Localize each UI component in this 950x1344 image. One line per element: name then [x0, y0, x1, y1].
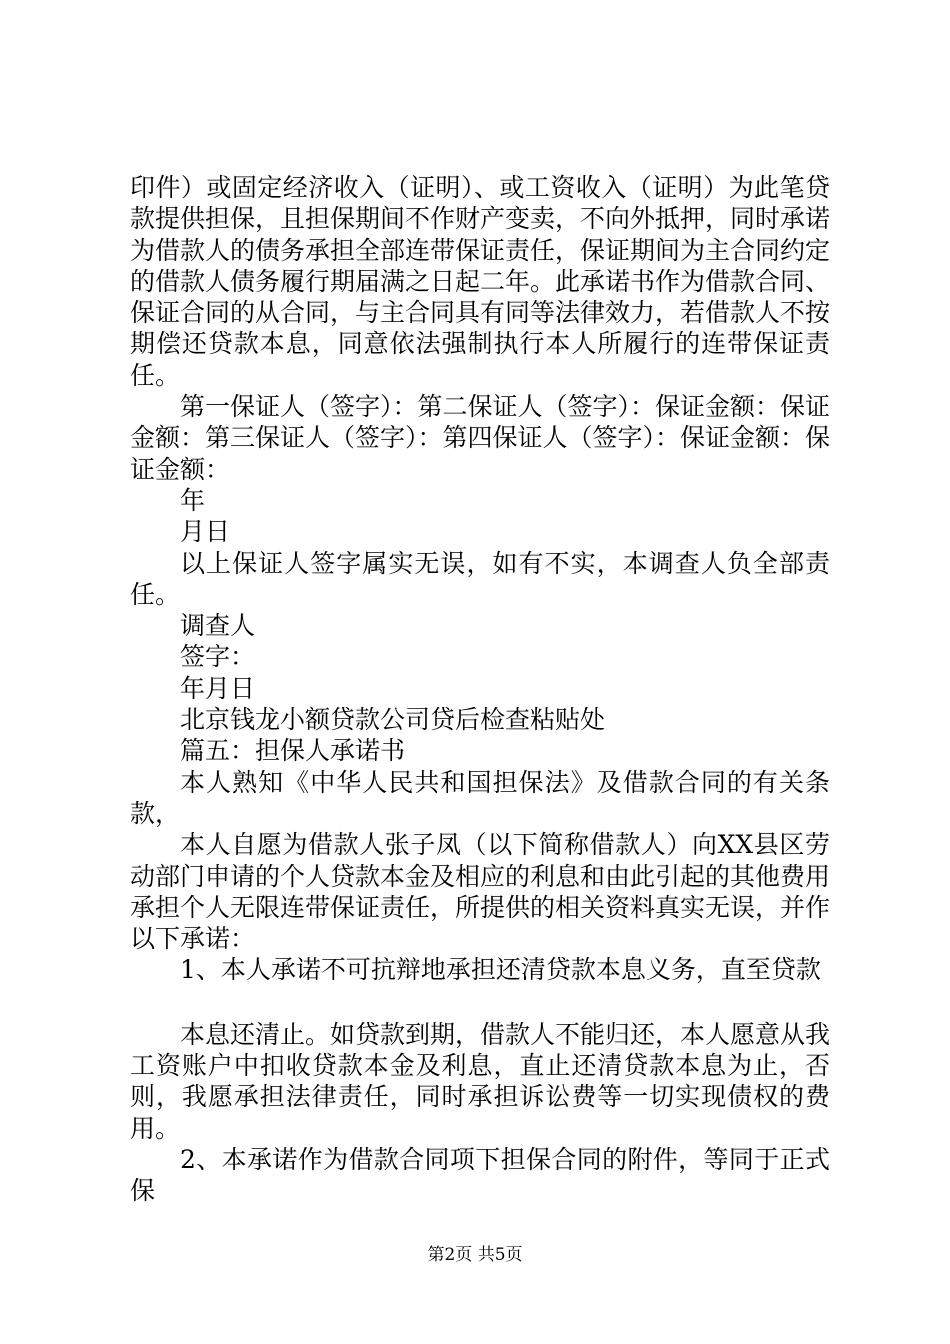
paragraph-signature: 签字：	[180, 642, 256, 672]
paragraph-month-day: 月日	[180, 517, 231, 547]
paragraph-company-note: 北京钱龙小额贷款公司贷后检查粘贴处	[180, 705, 606, 735]
paragraph-guarantee-terms: 印件）或固定经济收入（证明）、或工资收入（证明）为此笔贷款提供担保，且担保期间不作财产变卖，不向外抵押，同时承诺为借款人的债务承担全部连带保证责任，保证期间为主合同约定的借款人债务履行期届满之日起二年。此承诺书作为借款合同、保证合同的从合同，与主合同具有同等法律效力，若借款人不按期偿还贷款本息，同意依法强制执行本人所履行的连带保证责任。	[130, 173, 831, 390]
paragraph-promise-1: 1、本人承诺不可抗辩地承担还清贷款本息义务，直至贷款	[180, 955, 821, 985]
document-body	[130, 172, 830, 1207]
paragraph-promise-2: 2、本承诺作为借款合同项下担保合同的附件，等同于正式保	[130, 1144, 830, 1206]
paragraph-promise-1-continued: 本息还清止。如贷款到期，借款人不能归还，本人愿意从我工资账户中扣收贷款本金及利息，直止还清贷款本息为止，否则，我愿承担法律责任，同时承担诉讼费等一切实现债权的费用。	[130, 1019, 831, 1143]
section-heading: 篇五：担保人承诺书	[180, 736, 406, 766]
paragraph-voluntary-guarantee: 本人自愿为借款人张子凤（以下简称借款人）向XX县区劳动部门申请的个人贷款本金及相应的利息和由此引起的其他费用承担个人无限连带保证责任，所提供的相关资料真实无误，并作以下承诺：	[130, 830, 831, 954]
paragraph-gap	[130, 986, 830, 1019]
paragraph-date: 年月日	[180, 673, 256, 703]
paragraph-guarantor-signatures: 第一保证人（签字）：第二保证人（签字）：保证金额：保证金额：第三保证人（签字）：第四保证人（签字）：保证金额：保证金额：	[130, 392, 831, 484]
paragraph-investigator-statement: 以上保证人签字属实无误，如有不实，本调查人负全部责任。	[130, 548, 830, 609]
page-number-footer: 第2页 共5页	[427, 1245, 523, 1265]
paragraph-law-awareness: 本人熟知《中华人民共和国担保法》及借款合同的有关条款，	[130, 767, 830, 828]
paragraph-year: 年	[180, 485, 206, 515]
paragraph-investigator: 调查人	[180, 611, 256, 641]
